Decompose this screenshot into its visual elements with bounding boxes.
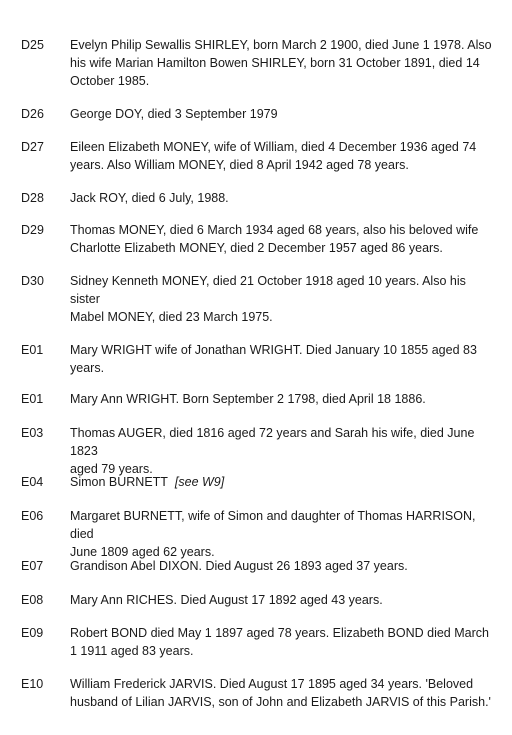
entry-text: Eileen Elizabeth MONEY, wife of William, died 4 December 1936 aged 74 years. Also William MONEY, died 8 April 1942 aged 78 years. [70,140,477,172]
plot-code: D25 [21,38,44,52]
plot-code: E06 [21,509,44,523]
entry-text: George DOY, died 3 September 1979 [70,107,278,121]
entry-text: Mary Ann RICHES. Died August 17 1892 aged 43 years. [70,593,383,607]
entry-text: Sidney Kenneth MONEY, died 21 October 1918 aged 10 years. Also his sister Mabel MONEY, died 23 March 1975. [70,274,466,324]
plot-code: D30 [21,274,44,288]
entry-text: Mary WRIGHT wife of Jonathan WRIGHT. Died January 10 1855 aged 83 years. [70,343,477,375]
plot-code: D27 [21,140,44,154]
entry-text: Thomas MONEY, died 6 March 1934 aged 68 years, also his beloved wife Charlotte Elizabeth MONEY, died 2 December 1957 aged 86 years. [70,223,479,255]
entry-text: Thomas AUGER, died 1816 aged 72 years and Sarah his wife, died June 1823 aged 79 years. [70,426,475,476]
plot-code: D29 [21,223,44,237]
plot-code: D26 [21,107,44,121]
entry-text: Evelyn Philip Sewallis SHIRLEY, born March 2 1900, died June 1 1978. Also his wife Marian Hamilton Bowen SHIRLEY, born 31 October 1891, died 14 October 1985. [70,38,492,88]
entry-text: William Frederick JARVIS. Died August 17 1895 aged 34 years. 'Beloved husband of Lilian JARVIS, son of John and Elizabeth JARVIS of this Parish.' [70,677,491,709]
entry-name: Simon BURNETT [70,475,168,489]
plot-code: E10 [21,677,44,691]
entry-text [70,473,494,491]
plot-code: E08 [21,593,44,607]
entry-text: Grandison Abel DIXON. Died August 26 1893 aged 37 years. [70,559,408,573]
entry-text: Robert BOND died May 1 1897 aged 78 years. Elizabeth BOND died March 1 1911 aged 83 years. [70,626,489,658]
entry-text: Mary Ann WRIGHT. Born September 2 1798, died April 18 1886. [70,392,426,406]
entry-text: Jack ROY, died 6 July, 1988. [70,191,229,205]
plot-code: E01 [21,392,44,406]
plot-code: E01 [21,343,44,357]
plot-code: D28 [21,191,44,205]
entry-text: Margaret BURNETT, wife of Simon and daughter of Thomas HARRISON, died June 1809 aged 62 years. [70,509,476,559]
plot-code: E07 [21,559,44,573]
plot-code: E04 [21,475,44,489]
plot-code: E03 [21,426,44,440]
plot-code: E09 [21,626,44,640]
cross-reference-note: [see W9] [174,475,225,489]
